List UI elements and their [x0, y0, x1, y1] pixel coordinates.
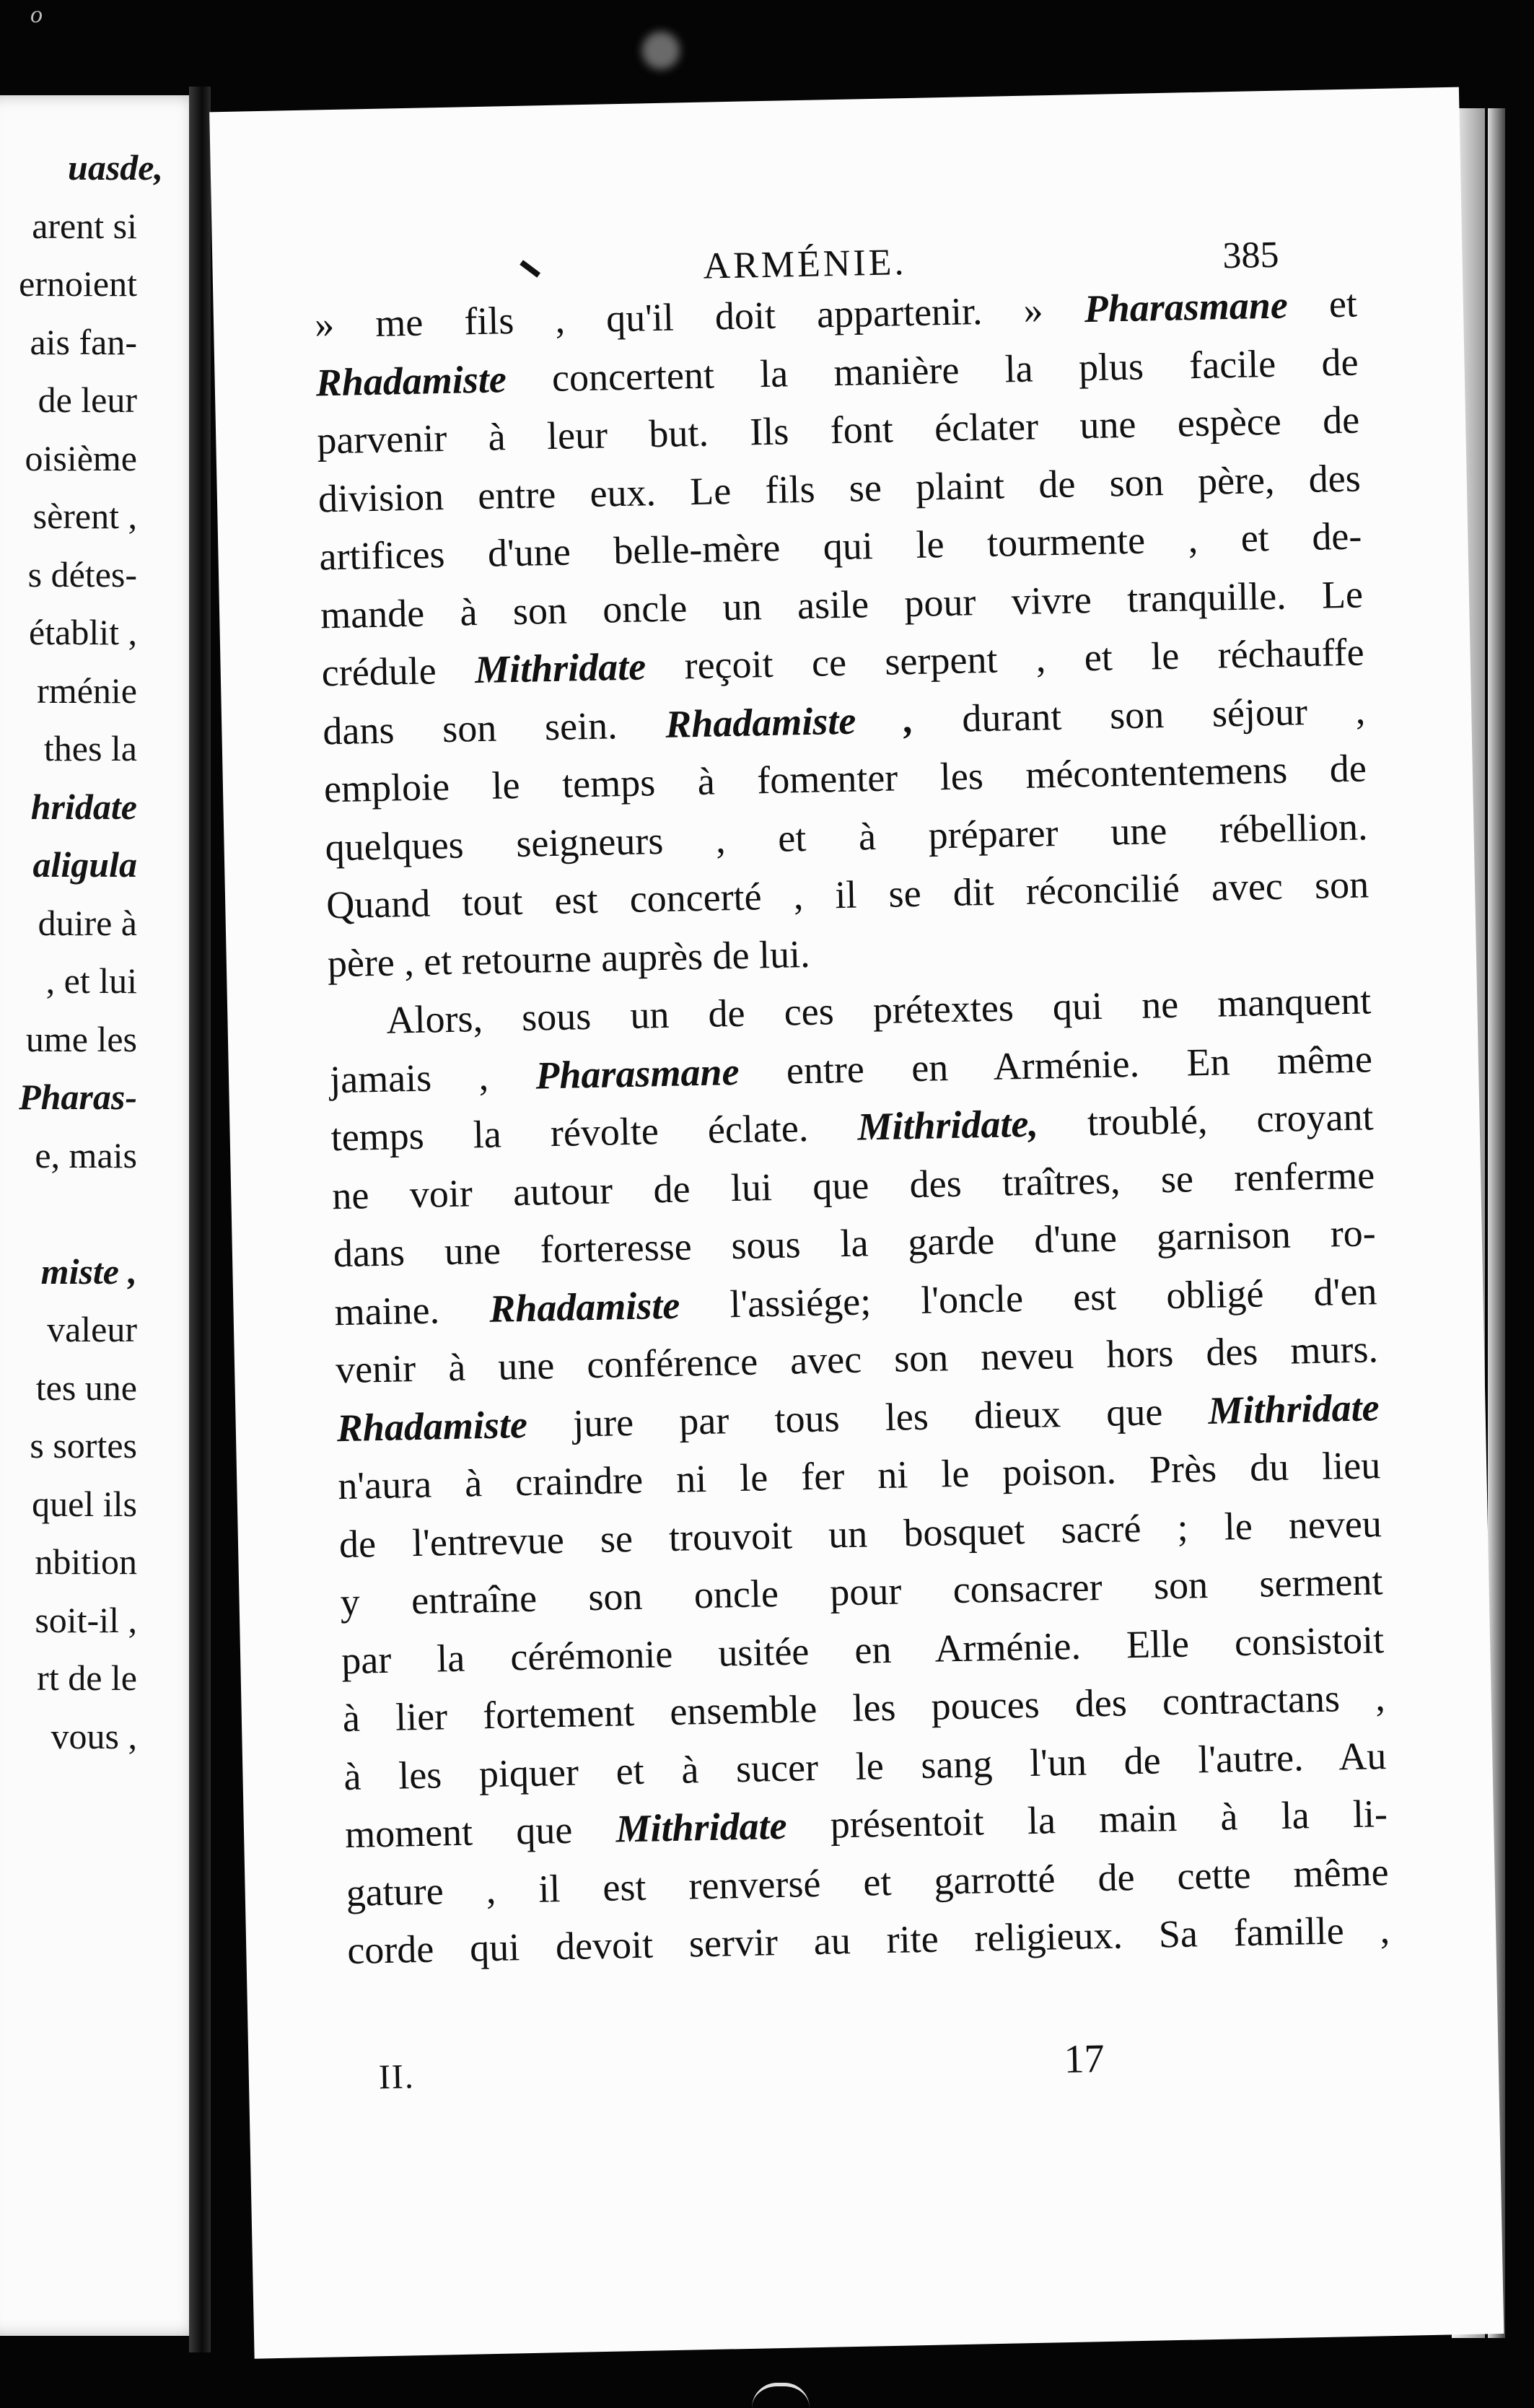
proper-name: Pharasmane: [535, 1049, 740, 1098]
text-run: entre en Arménie. En même: [738, 1036, 1373, 1093]
left-page-line: ume les: [25, 1018, 137, 1059]
text-run: durant son séjour ,: [913, 688, 1366, 741]
main-page: [209, 87, 1504, 2359]
proper-name: Mithridate: [474, 644, 647, 692]
proper-name: Rhadamiste: [315, 356, 507, 404]
text-run: parvenir à leur but. Ils font éclater une espèce de: [316, 398, 1360, 463]
text-line: [347, 1904, 1390, 1976]
text-run: Quand tout est concerté , il se dit réconcilié avec son: [325, 862, 1369, 927]
left-page-line: tes une: [35, 1367, 137, 1408]
text-run: emploie le temps à fomenter les mécontentemens de: [323, 746, 1367, 811]
text-run: et: [1287, 281, 1358, 327]
text-run: moment que: [344, 1807, 617, 1857]
text-run: jamais ,: [329, 1054, 537, 1101]
left-page-line: oisième: [25, 437, 137, 478]
text-run: Alors, sous un de ces prétextes qui ne manquent: [385, 978, 1372, 1042]
gathering-number: 17: [1063, 2036, 1105, 2083]
left-page-line: rt de le: [37, 1658, 137, 1698]
text-run: quelques seigneurs , et à préparer une rébellion.: [325, 804, 1368, 869]
page-number: 385: [1222, 234, 1280, 277]
left-page-line: de leur: [38, 380, 137, 420]
text-run: temps la révolte éclate.: [330, 1105, 858, 1160]
text-run: père , et retourne auprès de lui.: [327, 932, 811, 985]
text-run: l'assiége; l'oncle est obligé d'en: [679, 1269, 1377, 1327]
left-page-line: sèrent ,: [32, 496, 137, 536]
text-run: présentoit la main à la li-: [786, 1792, 1388, 1847]
scan-artifact: [752, 2383, 810, 2408]
left-page-line: valeur: [47, 1309, 137, 1349]
text-run: maine.: [333, 1287, 490, 1334]
left-page-line: e, mais: [35, 1134, 137, 1175]
proper-name: Pharasmane: [1084, 283, 1289, 331]
left-page-line: vous ,: [51, 1715, 137, 1756]
left-page-line: rménie: [37, 670, 137, 711]
text-run: corde qui devoit servir au rite religieux. Sa famille ,: [346, 1908, 1390, 1973]
corner-mark: o: [30, 1, 43, 28]
text-run: crédule: [321, 648, 475, 695]
proper-name: Mithridate,: [856, 1101, 1039, 1149]
left-page-line: duire à: [38, 902, 137, 943]
text-run: gature , il est renversé et garrotté de cette même: [346, 1849, 1390, 1914]
left-page-line: ernoient: [19, 263, 137, 304]
left-page-line: établit ,: [29, 612, 137, 652]
book-gutter: [189, 87, 211, 2352]
left-page-line: nbition: [35, 1541, 137, 1582]
text-run: de l'entrevue se trouvoit un bosquet sacré ; le neveu: [338, 1501, 1382, 1566]
proper-name: Rhadamiste: [336, 1402, 528, 1450]
left-page-line: s sortes: [30, 1425, 137, 1466]
proper-name: Rhadamiste: [488, 1283, 680, 1331]
text-run: jure par tous les dieux que: [527, 1388, 1209, 1446]
left-page-line: thes la: [43, 728, 137, 769]
text-run: venir à une conférence avec son neveu hors des murs.: [335, 1327, 1379, 1392]
left-page-line: ais fan-: [30, 321, 137, 362]
running-head: ARMÉNIE.: [703, 242, 907, 287]
text-run: y entraîne son oncle pour consacrer son serment: [340, 1559, 1383, 1624]
proper-name: Mithridate: [1207, 1385, 1380, 1432]
scan-artifact: [642, 32, 680, 69]
text-run: ne voir autour de lui que des traîtres, se renferme: [331, 1152, 1375, 1217]
text-run: division entre eux. Le fils se plaint de son père, des: [317, 455, 1362, 520]
text-run: dans son sein.: [322, 702, 666, 753]
text-run: concertent la manière la plus facile de: [506, 339, 1359, 400]
left-facing-page: [0, 95, 206, 2336]
left-page-line: hridate: [30, 786, 137, 827]
ink-mark: [520, 260, 540, 277]
text-run: dans une forteresse sous la garde d'une garnison ro-: [333, 1211, 1377, 1276]
left-page-line: aligula: [32, 844, 137, 885]
text-run: mande à son oncle un asile pour vivre tranquille. Le: [320, 572, 1364, 636]
left-page-line: s détes-: [27, 553, 137, 595]
left-page-line: soit-il ,: [35, 1599, 137, 1640]
left-page-line: Pharas-: [19, 1077, 137, 1117]
proper-name: Rhadamiste ,: [665, 697, 915, 746]
text-run: troublé, croyant: [1038, 1095, 1375, 1145]
text-run: reçoit ce serpent , et le réchauffe: [645, 630, 1365, 688]
proper-name: Mithridate: [615, 1803, 788, 1851]
left-page-line: miste ,: [40, 1251, 137, 1292]
text-run: artifices d'une belle-mère qui le tourmente , et de-: [318, 514, 1362, 579]
left-page-line: uasde,: [68, 147, 163, 188]
signature-mark: II.: [378, 2057, 416, 2097]
text-run: par la cérémonie usitée en Arménie. Elle consistoit: [341, 1617, 1385, 1682]
left-page-line: quel ils: [32, 1483, 137, 1524]
left-page-line: arent si: [32, 205, 137, 246]
text-run: à les piquer et à sucer le sang l'un de l'autre. Au: [343, 1733, 1387, 1798]
left-page-line: , et lui: [45, 960, 137, 1001]
text-run: à lier fortement ensemble les pouces des contractans ,: [342, 1676, 1386, 1741]
text-run: n'aura à craindre ni le fer ni le poison. Près du lieu: [337, 1443, 1381, 1508]
text-run: » me fils , qu'il doit appartenir. »: [314, 287, 1085, 346]
